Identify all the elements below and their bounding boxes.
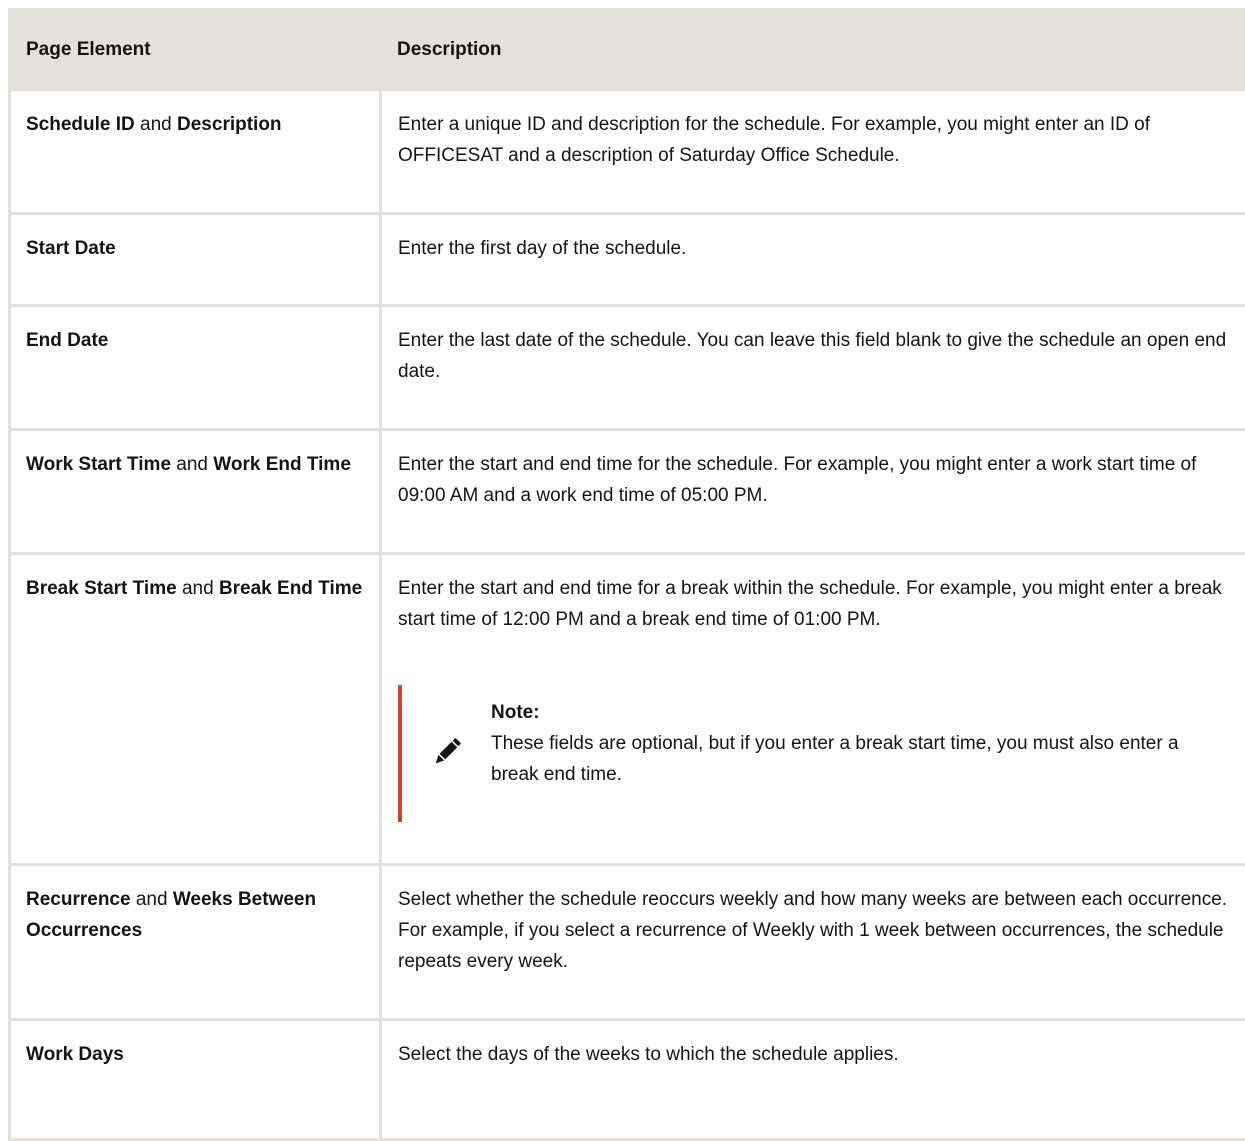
note-title: Note: [491, 697, 1231, 728]
description-cell: Select whether the schedule reoccurs weekly and how many weeks are between each occurrence. For example, if you select a recurrence of Weekly with 1 week between occurrences, the schedule repeats every week. [381, 865, 1245, 1020]
table-row [10, 554, 1245, 865]
description-cell: Enter the start and end time for the schedule. For example, you might enter a work start time of 09:00 AM and a work end time of 05:00 PM. [381, 430, 1245, 554]
table-header-row [10, 10, 1245, 90]
table-row [10, 306, 1245, 430]
element-cell: Break Start Time and Break End Time [10, 554, 381, 865]
element-cell: End Date [10, 306, 381, 430]
description-cell: Enter a unique ID and description for the schedule. For example, you might enter an ID of OFFICESAT and a description of Saturday Office Schedule. [381, 90, 1245, 214]
table-row [10, 214, 1245, 306]
note-callout [398, 685, 1241, 822]
element-cell: Work Days [10, 1020, 381, 1140]
description-cell: Enter the first day of the schedule. [381, 214, 1245, 306]
header-description: Description [381, 10, 1245, 90]
note-text: These fields are optional, but if you enter a break start time, you must also enter a break end time. [491, 728, 1231, 790]
description-cell: Enter the last date of the schedule. You can leave this field blank to give the schedule an open end date. [381, 306, 1245, 430]
element-cell: Schedule ID and Description [10, 90, 381, 214]
element-cell: Start Date [10, 214, 381, 306]
description-cell [381, 554, 1245, 865]
description-text: Enter the start and end time for a break within the schedule. For example, you might enter a break start time of 12:00 PM and a break end time of 01:00 PM. [398, 573, 1241, 635]
pencil-icon [429, 734, 465, 770]
table-row [10, 430, 1245, 554]
header-page-element: Page Element [10, 10, 381, 90]
element-cell: Work Start Time and Work End Time [10, 430, 381, 554]
element-cell: Recurrence and Weeks Between Occurrences [10, 865, 381, 1020]
note-body [491, 697, 1231, 790]
description-cell: Select the days of the weeks to which the schedule applies. [381, 1020, 1245, 1140]
table-row [10, 90, 1245, 214]
table-row [10, 865, 1245, 1020]
page-elements-table [8, 8, 1245, 1141]
table-row [10, 1020, 1245, 1140]
